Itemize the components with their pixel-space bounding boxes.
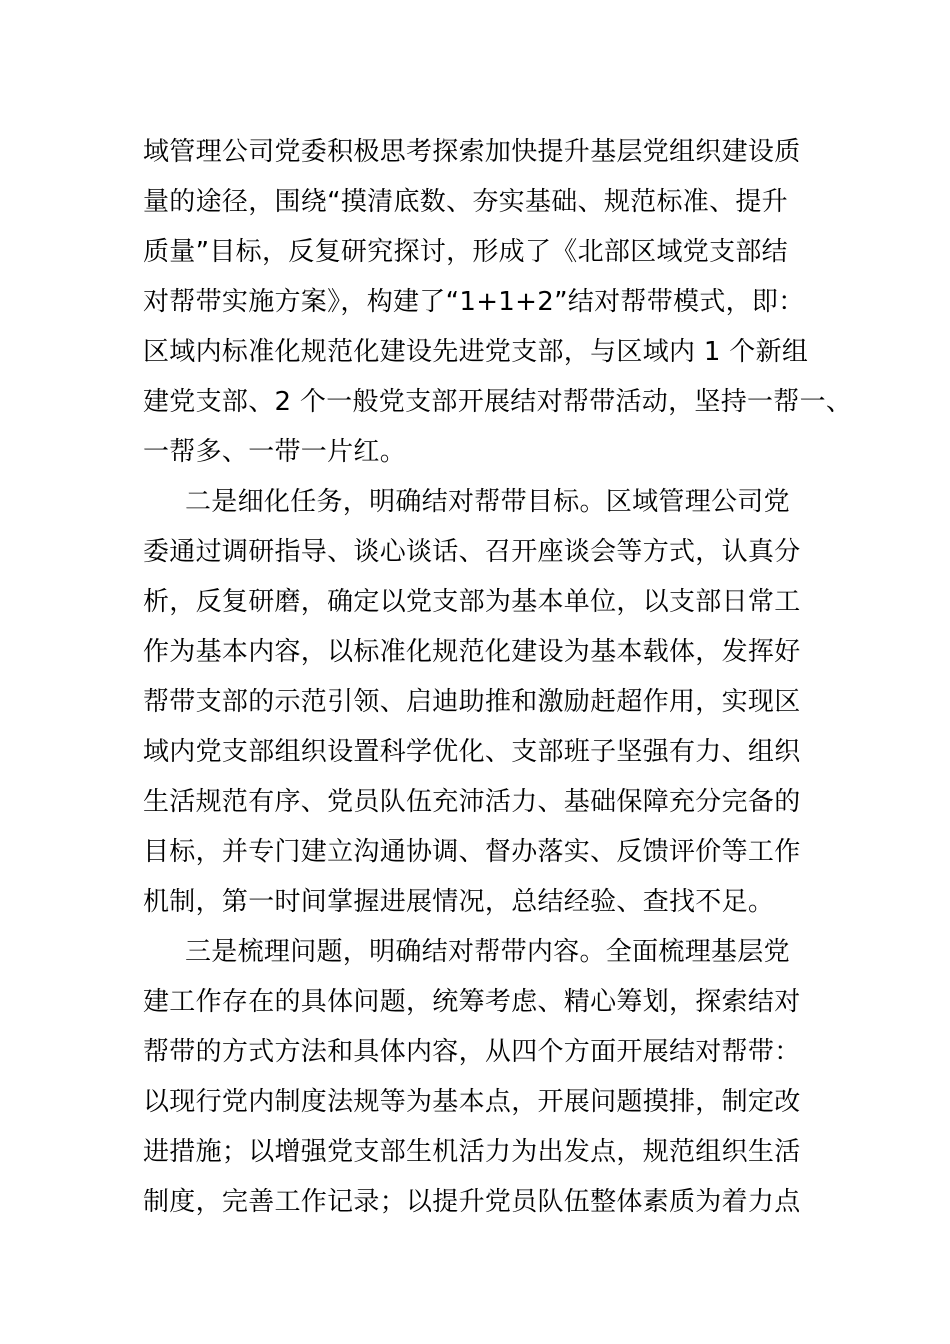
text-line: 帮带支部的示范引领、启迪助推和激励赶超作用，实现区 [143,687,801,717]
text-line: 域管理公司党委积极思考探索加快提升基层党组织建设质 [143,137,801,167]
text-line: 以现行党内制度法规等为基本点，开展问题摸排，制定改 [143,1087,801,1117]
text-line: 量的途径，围绕“摸清底数、夯实基础、规范标准、提升 [143,187,788,217]
text-line: 机制，第一时间掌握进展情况，总结经验、查找不足。 [143,887,775,917]
text-line: 一帮多、一带一片红。 [143,437,407,467]
text-line: 生活规范有序、党员队伍充沛活力、基础保障充分完备的 [143,787,801,817]
text-line: 建工作存在的具体问题，统筹考虑、精心筹划，探索结对 [143,987,801,1017]
text-line: 区域内标准化规范化建设先进党支部，与区域内 1 个新组 [143,337,809,367]
text-line: 域内党支部组织设置科学优化、支部班子坚强有力、组织 [143,737,801,767]
text-line: 帮带的方式方法和具体内容，从四个方面开展结对帮带： [143,1037,801,1067]
text-line: 建党支部、2 个一般党支部开展结对帮带活动，坚持一帮一、 [143,387,853,417]
text-line: 目标，并专门建立沟通协调、督办落实、反馈评价等工作 [143,837,801,867]
text-line: 对帮带实施方案》，构建了“1+1+2”结对帮带模式，即： [143,287,805,317]
text-line: 制度，完善工作记录；以提升党员队伍整体素质为着力点 [143,1187,801,1217]
body-text [143,127,853,1227]
paragraph-start-line: 三是梳理问题，明确结对帮带内容。全面梳理基层党 [185,937,790,967]
paragraph-start-line: 二是细化任务，明确结对帮带目标。区域管理公司党 [185,487,790,517]
text-line: 作为基本内容，以标准化规范化建设为基本载体，发挥好 [143,637,801,667]
text-line: 质量”目标，反复研究探讨，形成了《北部区域党支部结 [143,237,788,267]
text-line: 委通过调研指导、谈心谈话、召开座谈会等方式，认真分 [143,537,801,567]
text-line: 析，反复研磨，确定以党支部为基本单位，以支部日常工 [143,587,801,617]
text-line: 进措施；以增强党支部生机活力为出发点，规范组织生活 [143,1137,801,1167]
